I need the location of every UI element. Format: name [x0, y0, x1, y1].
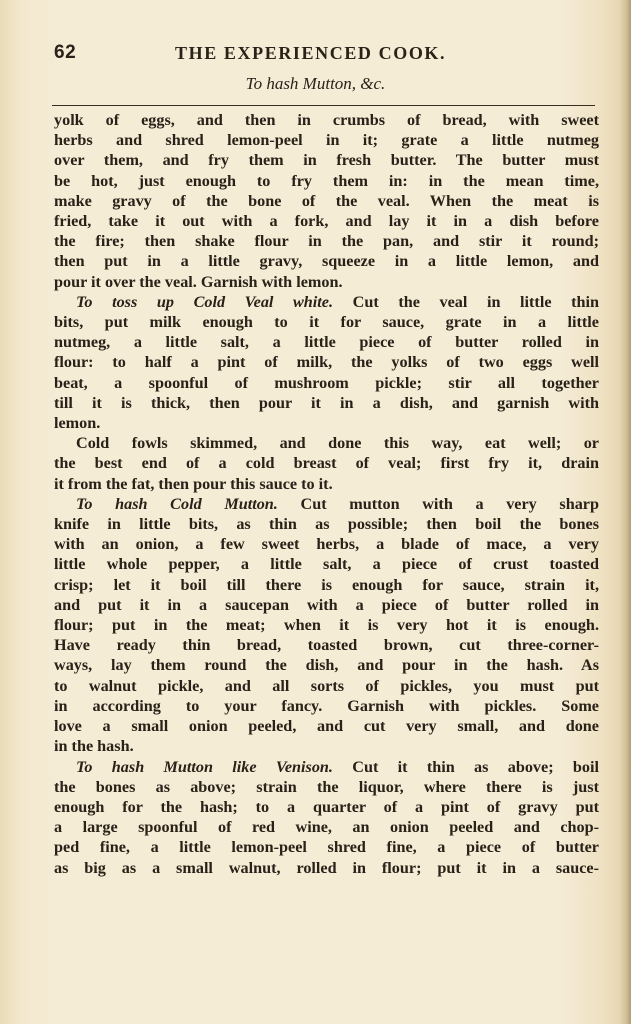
- recipe-heading: To toss up Cold Veal white.: [76, 292, 334, 311]
- text-line: the bones as above; strain the liquor, where there is just: [54, 777, 599, 796]
- text-line: be hot, just enough to fry them in: in the mean time,: [54, 171, 599, 190]
- text-line: fried, take it out with a fork, and lay it in a dish before: [54, 212, 599, 231]
- text-line: in according to your fancy. Garnish with pickles. Some: [54, 696, 599, 715]
- text-line: as big as a small walnut, rolled in flour; put it in a sauce-: [54, 858, 599, 877]
- text-line: the best end of a cold breast of veal; first fry it, drain: [54, 454, 599, 473]
- recipe-heading-line: To hash Mutton like Venison. Cut it thin as above; boil: [76, 757, 599, 776]
- text-line: ped fine, a little lemon-peel shred fine, a piece of butter: [54, 838, 599, 857]
- text-line: love a small onion peeled, and cut very small, and done: [54, 717, 599, 736]
- text-line: lemon.: [54, 414, 101, 433]
- text-line: flour: to half a pint of milk, the yolks of two eggs well: [54, 353, 599, 372]
- text-line: knife in little bits, as thin as possible; then boil the bones: [54, 515, 599, 534]
- page-header: [54, 42, 593, 68]
- recipe-heading: To hash Mutton like Venison.: [76, 757, 333, 776]
- text-line: a large spoonful of red wine, an onion peeled and chop-: [54, 818, 599, 837]
- page-number: 62: [54, 42, 77, 63]
- text-line: over them, and fry them in fresh butter. The butter must: [54, 151, 599, 170]
- text-line: beat, a spoonful of mushroom pickle; stir all together: [54, 373, 599, 392]
- text-line: with an onion, a few sweet herbs, a blade of mace, a very: [54, 535, 599, 554]
- text-line: the fire; then shake flour in the pan, and stir it round;: [54, 232, 599, 251]
- recipe-heading-line: To hash Cold Mutton. Cut mutton with a very sharp: [76, 494, 599, 513]
- text-line: yolk of eggs, and then in crumbs of bread, with sweet: [54, 111, 599, 129]
- text-line: herbs and shred lemon-peel in it; grate a little nutmeg: [54, 131, 599, 150]
- text-line: pour it over the veal. Garnish with lemon.: [54, 272, 343, 291]
- text-line: it from the fat, then pour this sauce to it.: [54, 474, 333, 493]
- recipe-heading-line: To toss up Cold Veal white. Cut the veal in little thin: [76, 292, 599, 311]
- text-line: ways, lay them round the dish, and pour in the hash. As: [54, 656, 599, 675]
- text-line: in the hash.: [54, 737, 134, 756]
- running-head: THE EXPERIENCED COOK.: [175, 43, 447, 63]
- text-line: Have ready thin bread, toasted brown, cut three-corner-: [54, 636, 599, 655]
- text-line: little whole pepper, a little salt, a piece of crust toasted: [54, 555, 599, 574]
- section-subtitle: To hash Mutton, &c.: [245, 74, 386, 93]
- text-line: make gravy of the bone of the veal. When the meat is: [54, 191, 599, 210]
- text-line: enough for the hash; to a quarter of a pint of gravy put: [54, 797, 599, 816]
- text-line: to walnut pickle, and all sorts of pickles, you must put: [54, 676, 599, 695]
- header-rule: [52, 105, 595, 106]
- recipe-text: [54, 110, 599, 878]
- text-line: and put it in a saucepan with a piece of butter rolled in: [54, 595, 599, 614]
- text-line: then put in a little gravy, squeeze in a little lemon, and: [54, 252, 599, 271]
- text-line: flour; put in the meat; when it is very hot it is enough.: [54, 616, 599, 635]
- page-edge-shadow: [619, 0, 631, 1024]
- text-line: bits, put milk enough to it for sauce, grate in a little: [54, 313, 599, 332]
- text-line: nutmeg, a little salt, a little piece of butter rolled in: [54, 333, 599, 352]
- text-line: crisp; let it boil till there is enough for sauce, strain it,: [54, 575, 599, 594]
- text-line: till it is thick, then pour it in a dish, and garnish with: [54, 393, 599, 412]
- recipe-heading: To hash Cold Mutton.: [76, 494, 278, 513]
- text-line: Cold fowls skimmed, and done this way, eat well; or: [76, 434, 599, 453]
